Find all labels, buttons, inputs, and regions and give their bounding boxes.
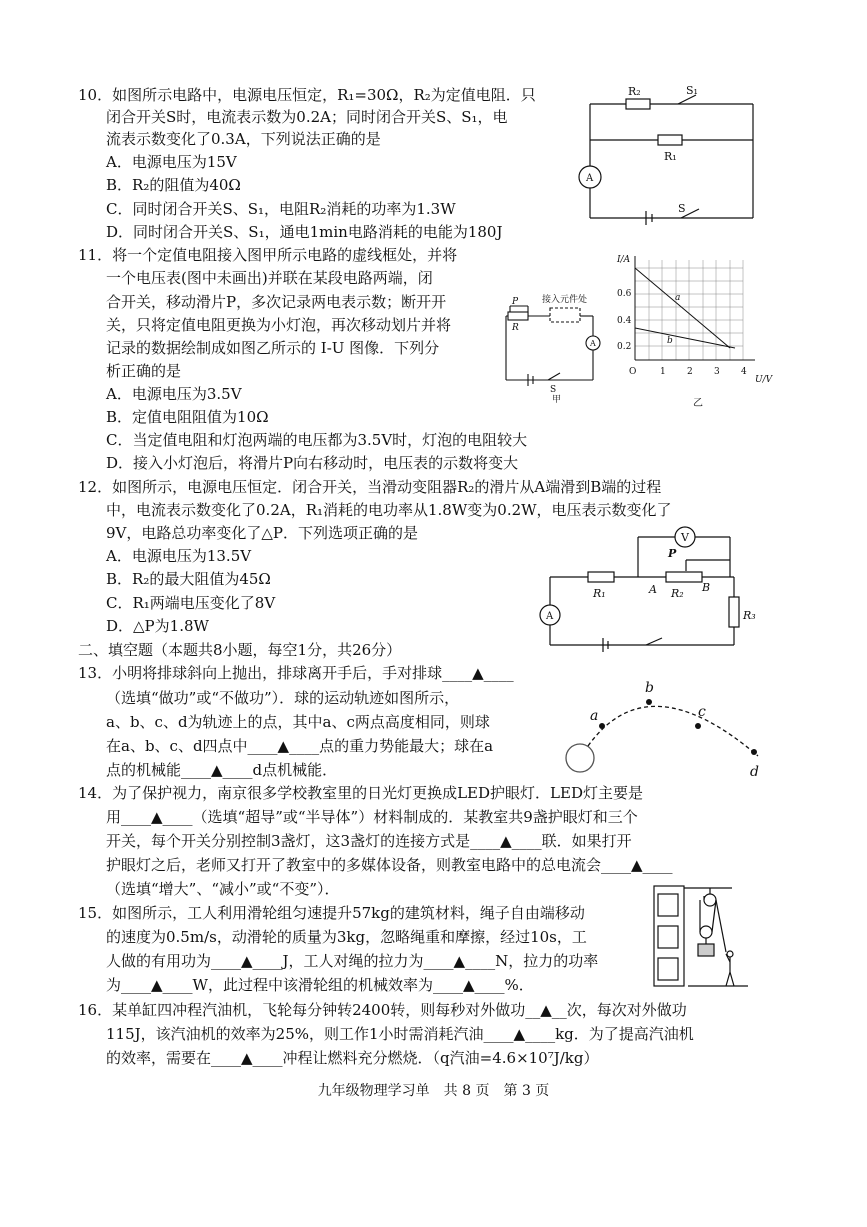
y-tick-04: 0.4 <box>617 316 632 326</box>
q11-option-d: D．接入小灯泡后，将滑片P向右移动时，电压表的示数将变大 <box>106 454 519 472</box>
x-tick-1: 1 <box>660 367 666 377</box>
q15-line-2: 的速度为0.5m/s，动滑轮的质量为3kg，忽略绳重和摩擦，经过10s，工 <box>106 928 587 946</box>
r1-label: R₁ <box>664 150 677 163</box>
point-d <box>751 749 757 755</box>
q13-line-3: a、b、c、d为轨迹上的点，其中a、c两点高度相同，则球 <box>106 713 490 731</box>
x-tick-2: 2 <box>687 367 693 377</box>
label-c: c <box>698 704 706 720</box>
q10-option-d: D．同时闭合开关S、S₁，通电1min电路消耗的电能为180J <box>106 223 503 241</box>
q10-option-b: B．R₂的阻值为40Ω <box>106 176 241 194</box>
section-heading: 二、填空题（本题共8小题，每空1分，共26分） <box>78 641 402 659</box>
q10-line-3: 流表示数变化了0.3A，下列说法正确的是 <box>106 130 381 148</box>
ammeter-label: A <box>590 339 596 348</box>
q15-pulley-diagram <box>648 882 758 992</box>
q13-line-4: 在a、b、c、d四点中____▲____点的重力势能最大；球在a <box>106 737 494 755</box>
q11-line-4: 关，只将定值电阻更换为小灯泡，再次移动划片并将 <box>106 316 452 334</box>
q16-line-1: 16．某单缸四冲程汽油机，飞轮每分钟转2400转，则每秒对外做功__▲__次，每次对外做功 <box>78 1001 687 1019</box>
q10-line-1: 10．如图所示电路中，电源电压恒定，R₁=30Ω，R₂为定值电阻．只 <box>78 86 536 104</box>
component-slot <box>550 308 580 322</box>
q15-line-1: 15．如图所示，工人利用滑轮组匀速提升57kg的建筑材料，绳子自由端移动 <box>78 904 585 922</box>
x-tick-4: 4 <box>741 367 747 377</box>
line-a-label: a <box>675 293 681 303</box>
b-label: B <box>702 581 711 594</box>
p-label: P <box>512 297 519 307</box>
r1-resistor <box>588 572 614 582</box>
q11-line-3: 合开关，移动滑片P，多次记录两电表示数；断开开 <box>106 293 447 311</box>
q11-option-a: A．电源电压为3.5V <box>106 385 242 403</box>
q12-line-2: 中，电流表示数变化了0.2A，R₁消耗的电功率从1.8W变为0.2W，电压表示数变化了 <box>106 501 672 519</box>
q13-line-1: 13．小明将排球斜向上抛出，排球离开手后，手对排球____▲____ <box>78 664 514 682</box>
r3-resistor <box>729 597 739 627</box>
r2-label: R₂ <box>628 85 641 98</box>
q15-line-4: 为____▲____W，此过程中该滑轮组的机械效率为____▲____%． <box>106 976 534 994</box>
q11-line-5: 记录的数据绘制成如图乙所示的 I-U 图像．下列分 <box>106 339 440 357</box>
a-label: A <box>649 583 657 596</box>
q12-option-a: A．电源电压为13.5V <box>106 547 252 565</box>
switch <box>548 373 560 380</box>
r2-resistor <box>626 99 650 109</box>
trajectory <box>588 706 758 756</box>
y-tick-02: 0.2 <box>617 342 632 352</box>
page-footer: 九年级物理学习单 共 8 页 第 3 页 <box>317 1083 550 1099</box>
q13-line-5: 点的机械能____▲____d点机械能． <box>106 761 338 779</box>
caption-yi: 乙 <box>693 398 703 409</box>
q11-line-1: 11．将一个定值电阻接入图甲所示电路的虚线框处，并将 <box>78 246 458 264</box>
label-b: b <box>645 680 654 696</box>
q11-iu-graph <box>615 250 780 410</box>
s-label: S <box>550 385 557 395</box>
r2-rheostat <box>666 572 702 582</box>
building-material <box>698 944 714 956</box>
voltmeter-label: V <box>681 531 689 544</box>
x-axis-label: U/V <box>755 375 773 385</box>
s1-label: S₁ <box>686 84 698 97</box>
point-a <box>599 723 605 729</box>
q12-option-b: B．R₂的最大阻值为45Ω <box>106 570 271 588</box>
q14-line-1: 14．为了保护视力，南京很多学校教室里的日光灯更换成LED护眼灯．LED灯主要是 <box>78 784 643 802</box>
s-label: S <box>678 202 686 215</box>
q11-line-6: 析正确的是 <box>106 362 182 380</box>
r-label: R <box>512 323 519 333</box>
q14-line-2: 用____▲____（选填“超导”或“半导体”）材料制成的．某教室共9盏护眼灯和三个 <box>106 808 638 826</box>
q11-option-b: B．定值电阻阻值为10Ω <box>106 408 269 426</box>
label-a: a <box>590 708 599 724</box>
p-label: P <box>668 547 677 560</box>
r2-label: R₂ <box>671 587 684 600</box>
q12-line-3: 9V，电路总功率变化了△P．下列选项正确的是 <box>106 524 419 542</box>
line-b-label: b <box>667 336 673 346</box>
point-c <box>695 723 701 729</box>
line-b <box>635 328 735 348</box>
q10-option-c: C．同时闭合开关S、S₁，电阻R₂消耗的功率为1.3W <box>106 200 456 218</box>
q14-line-3: 开关，每个开关分别控制3盏灯，这3盏灯的连接方式是____▲____联．如果打开 <box>106 832 632 850</box>
q16-line-2: 115J，该汽油机的效率为25%，则工作1小时需消耗汽油____▲____kg．为了提高汽油机 <box>106 1025 694 1043</box>
fixed-pulley <box>704 894 716 906</box>
slot-label: 接入元件处 <box>542 295 588 305</box>
q15-line-3: 人做的有用功为____▲____J，工人对绳的拉力为____▲____N，拉力的功率 <box>106 952 599 970</box>
r3-label: R₃ <box>743 609 756 622</box>
q11-option-c: C．当定值电阻和灯泡两端的电压都为3.5V时，灯泡的电阻较大 <box>106 431 528 449</box>
q14-line-5: （选填“增大”、“减小”或“不变”）． <box>106 880 340 898</box>
q12-line-1: 12．如图所示，电源电压恒定．闭合开关，当滑动变阻器R₂的滑片从A端滑到B端的过程 <box>78 478 662 496</box>
q11-circuit-diagram <box>498 288 610 403</box>
r1-resistor <box>658 135 682 145</box>
q13-trajectory-diagram <box>558 672 768 782</box>
caption-jia: 甲 <box>552 395 562 403</box>
x-tick-3: 3 <box>714 367 720 377</box>
q14-line-4: 护眼灯之后，老师又打开了教室中的多媒体设备，则教室电路中的总电流会____▲____ <box>106 856 673 874</box>
q12-option-c: C．R₁两端电压变化了8V <box>106 594 276 612</box>
worker <box>727 951 733 957</box>
ammeter-label: A <box>586 173 594 184</box>
q13-line-2: （选填“做功”或“不做功”）．球的运动轨迹如图所示， <box>106 689 460 707</box>
q10-option-a: A．电源电压为15V <box>106 153 237 171</box>
q10-line-2: 闭合开关S时，电流表示数为0.2A；同时闭合开关S、S₁，电 <box>106 108 508 126</box>
movable-pulley <box>700 926 712 938</box>
y-tick-06: 0.6 <box>617 289 632 299</box>
q11-line-2: 一个电压表(图中未画出)并联在某段电路两端，闭 <box>106 269 433 287</box>
ammeter-label: A <box>546 611 554 622</box>
y-axis-label: I/A <box>617 255 631 265</box>
label-d: d <box>750 764 759 780</box>
rheostat <box>508 312 528 320</box>
q12-circuit-diagram <box>538 525 773 655</box>
q16-line-3: 的效率，需要在____▲____冲程让燃料充分燃烧．（q汽油=4.6×10⁷J/kg） <box>106 1049 599 1067</box>
q10-circuit-diagram <box>568 82 768 227</box>
switch <box>646 638 662 645</box>
ball <box>566 744 594 772</box>
origin-label: O <box>629 367 637 377</box>
q12-option-d: D．△P为1.8W <box>106 617 209 635</box>
point-b <box>646 699 652 705</box>
r1-label: R₁ <box>593 587 606 600</box>
